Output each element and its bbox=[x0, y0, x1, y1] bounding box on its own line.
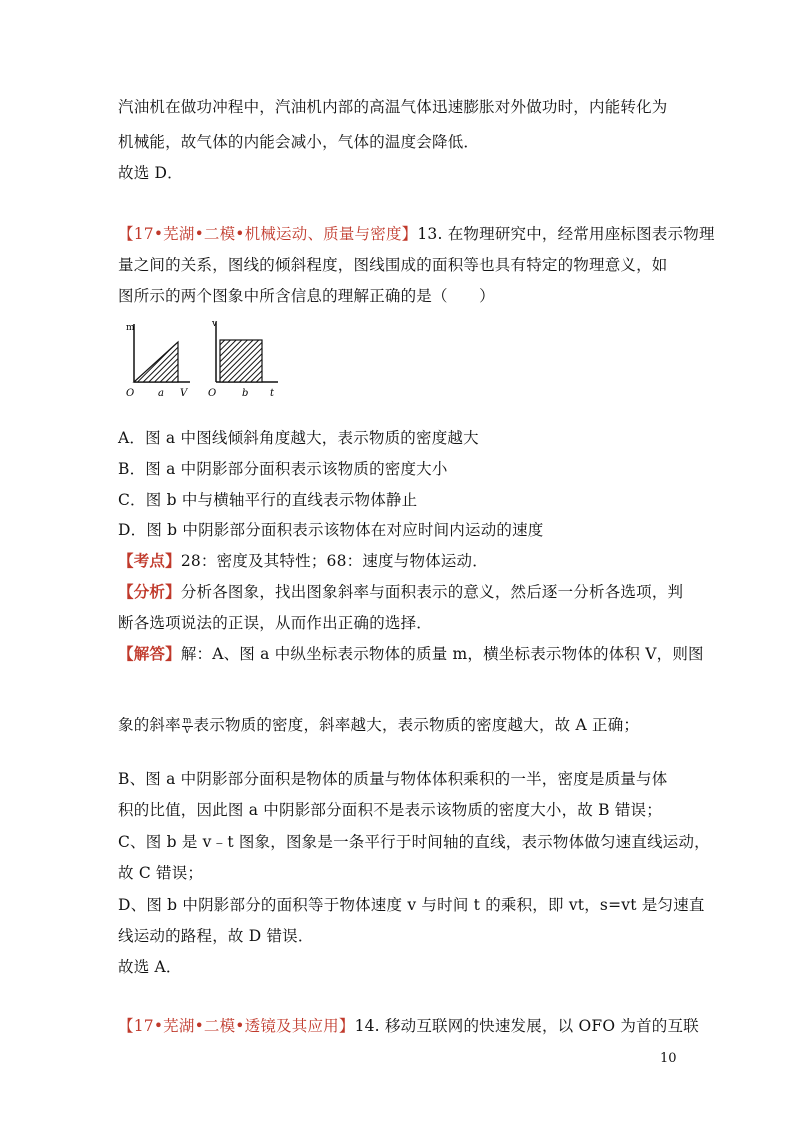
jieda-line bbox=[118, 644, 704, 664]
paragraph-line: 汽油机在做功冲程中，汽油机内部的高温气体迅速膨胀对外做功时，内能转化为 bbox=[118, 98, 668, 116]
paragraph-line: 图所示的两个图象中所含信息的理解正确的是（ ） bbox=[118, 287, 495, 305]
question-tag: 【17•芜湖•二模•机械运动、质量与密度】 bbox=[118, 225, 418, 243]
question-14-stem bbox=[118, 1016, 699, 1036]
fenxi-label: 【分析】 bbox=[118, 582, 181, 601]
paragraph-line: 故选 D． bbox=[118, 164, 183, 182]
graph-a-mark: a bbox=[158, 388, 164, 399]
paragraph-line: 断各选项说法的正误，从而作出正确的选择． bbox=[118, 614, 433, 632]
graph-b-origin-label: O bbox=[208, 388, 217, 399]
jieda-text-post: 表示物质的密度，斜率越大，表示物质的密度越大，故 A 正确； bbox=[193, 716, 640, 734]
question-stem-text: 13. 在物理研究中，经常用座标图表示物理 bbox=[417, 225, 715, 243]
question-figure bbox=[118, 316, 288, 401]
paragraph-line: C、图 b 是 v﹣t 图象，图象是一条平行于时间轴的直线，表示物体做匀速直线运动， bbox=[118, 833, 710, 851]
kaodian-line bbox=[118, 551, 488, 571]
paragraph-line: 机械能，故气体的内能会减小，气体的温度会降低． bbox=[118, 133, 480, 151]
paragraph-line: 线运动的路程，故 D 错误． bbox=[118, 927, 314, 945]
question-stem-text: 14. 移动互联网的快速发展，以 OFO 为首的互联 bbox=[354, 1017, 699, 1035]
paragraph-line: 积的比值，因此图 a 中阴影部分面积不是表示该物质的密度大小，故 B 错误； bbox=[118, 801, 662, 819]
jieda-text-pre: 象的斜率 bbox=[118, 716, 181, 734]
option-c: C．图 b 中与横轴平行的直线表示物体静止 bbox=[118, 491, 418, 509]
page-number: 10 bbox=[660, 1051, 677, 1066]
jieda-label: 【解答】 bbox=[118, 644, 181, 663]
fenxi-text: 分析各图象，找出图象斜率与面积表示的意义，然后逐一分析各选项，判 bbox=[180, 583, 684, 601]
option-d: D．图 b 中阴影部分面积表示该物体在对应时间内运动的速度 bbox=[118, 521, 544, 539]
graph-a-y-label: m bbox=[126, 323, 135, 333]
graph-b-x-label: t bbox=[270, 388, 275, 399]
paragraph-line: D、图 b 中阴影部分的面积等于物体速度 v 与时间 t 的乘积，即 vt，s=vt 是匀速直 bbox=[118, 896, 705, 914]
fraction-numerator: m bbox=[182, 715, 192, 726]
option-b: B．图 a 中阴影部分面积表示该物质的密度大小 bbox=[118, 460, 448, 478]
fraction-denominator: V bbox=[183, 725, 191, 736]
kaodian-label: 【考点】 bbox=[118, 551, 181, 570]
graph-b-mark: b bbox=[242, 388, 249, 399]
jieda-fraction-line bbox=[118, 715, 639, 736]
paragraph-line: B、图 a 中阴影部分面积是物体的质量与物体体积乘积的一半，密度是质量与体 bbox=[118, 770, 668, 788]
paragraph-line: 故 C 错误； bbox=[118, 864, 204, 882]
question-13-stem bbox=[118, 224, 715, 244]
graph-a-x-label: V bbox=[180, 388, 188, 399]
question-tag: 【17•芜湖•二模•透镜及其应用】 bbox=[118, 1017, 355, 1035]
jieda-text: 解：A、图 a 中纵坐标表示物体的质量 m，横坐标表示物体的体积 V，则图 bbox=[180, 645, 704, 663]
graph-a-origin-label: O bbox=[126, 388, 135, 399]
kaodian-text: 28：密度及其特性；68：速度与物体运动． bbox=[180, 552, 488, 570]
option-a: A．图 a 中图线倾斜角度越大，表示物质的密度越大 bbox=[118, 429, 479, 447]
fenxi-line bbox=[118, 582, 683, 602]
graph-b bbox=[208, 319, 278, 399]
fraction-m-over-v bbox=[182, 717, 193, 736]
graph-b-y-label: v bbox=[212, 319, 218, 329]
answer-line: 故选 A． bbox=[118, 958, 182, 976]
paragraph-line: 量之间的关系，图线的倾斜程度，图线围成的面积等也具有特定的物理意义，如 bbox=[118, 256, 668, 274]
graph-a bbox=[126, 323, 190, 399]
